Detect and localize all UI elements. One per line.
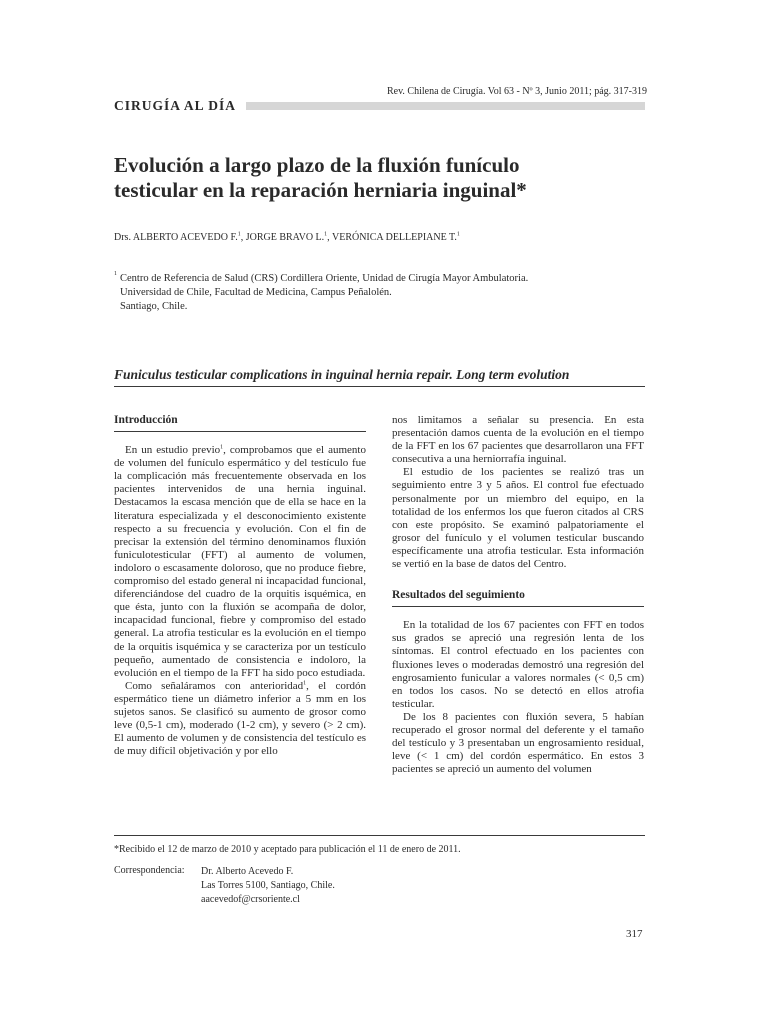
correspondence-email: aacevedof@crsoriente.cl (201, 894, 300, 905)
article-title-line: Evolución a largo plazo de la fluxión funículo (114, 153, 520, 177)
section-label: CIRUGÍA AL DÍA (114, 98, 237, 113)
citation-mark: 1 (303, 680, 307, 687)
citation-mark: 1 (220, 444, 224, 451)
footnote-divider (114, 835, 645, 836)
correspondence-line: Las Torres 5100, Santiago, Chile. (201, 880, 335, 891)
body-paragraph (114, 680, 366, 759)
paragraph-text: Como señaláramos con anterioridad (125, 679, 304, 692)
journal-reference: Rev. Chilena de Cirugía. Vol 63 - Nº 3, Junio 2011; pág. 317-319 (386, 86, 647, 97)
paragraph-text: En un estudio previo (125, 444, 221, 457)
correspondence-address (201, 865, 335, 907)
body-paragraph: nos limitamos a señalar su presencia. En esta presentación damos cuenta de la evolución en el tiempo de la FFT en los 67 pacientes que desarrollaron una FFT consecutiva a una herniorrafía inguinal. (392, 414, 644, 466)
body-paragraph (114, 444, 366, 680)
article-title (114, 153, 654, 203)
affiliation-line: Centro de Referencia de Salud (CRS) Cordillera Oriente, Unidad de Cirugía Mayor Ambulatoria. (120, 273, 529, 284)
body-paragraph: El estudio de los pacientes se realizó tras un seguimiento entre 3 y 5 años. El control fue efectuado personalmente por un miembro del equipo, en la totalidad de los enfermos los que fueron citados al CRS con este propósito. Se examinó palpatoriamente el grosor del funículo y el volumen testicular buscando específicamente una atrofia testicular. Esta información se vertió en la base de datos del Centro. (392, 466, 644, 571)
received-note: *Recibido el 12 de marzo de 2010 y aceptado para publicación el 11 de enero de 2011. (114, 844, 461, 855)
author-name: VERÓNICA DELLEPIANE T. (331, 232, 457, 243)
author-name: JORGE BRAVO L. (245, 232, 325, 243)
left-column (114, 414, 366, 758)
affiliation-mark: 1 (324, 231, 328, 238)
correspondence-label: Correspondencia: (114, 865, 185, 876)
section-heading-results: Resultados del seguimiento (392, 589, 644, 607)
author-list: Drs. ALBERTO ACEVEDO F.$^1$, JORGE BRAVO L.$^1$, VERÓNICA DELLEPIANE T.$^1$ (114, 231, 460, 243)
body-paragraph: En la totalidad de los 67 pacientes con FFT en todos sus grados se apreció una regresión lenta de los síntomas. El control efectuado en los pacientes con fluxiones leves o moderadas demostró una regresión del engrosamiento funicular a valores normales (< 0,5 cm) en todos los casos. No se detectó en ellos atrofia testicular. (392, 619, 644, 710)
affiliation-block: 1 Centro de Referencia de Salud (CRS) Cordillera Oriente, Unidad de Cirugía Mayor Ambulatoria. Universidad de Chile, Facultad de Medicina, Campus Peñalolén. Santiago, Chile. (114, 271, 529, 312)
affiliation-mark: 1 (237, 231, 241, 238)
body-paragraph: De los 8 pacientes con fluxión severa, 5 habían recuperado el grosor normal del deferente y el tamaño del testículo y 3 presentaban un engrosamiento residual, leve (< 1 cm) del cordón espermático. En estos 3 pacientes se apreció un aumento del volumen (392, 710, 644, 776)
section-heading-introduction: Introducción (114, 414, 366, 432)
article-title-line: testicular en la reparación herniaria inguinal* (114, 178, 527, 202)
paragraph-text: , comprobamos que el aumento de volumen del funículo espermático y del testículo fue la complicación más frecuentemente observada en los pacientes intervenidos de una hernia inguinal. Destacamos la escasa mención que de ella se hace en la literatura especializada y el desconocimiento existente respecto a su frecuencia y evolución. Con el fin de precisar la extensión del término denominamos fluxión funiculotesticular (FFT) al aumento de volumen, indoloro o escasamente doloroso, que no produce fiebre, compromiso del estado general ni incapacidad funcional, diferenciándose del cuadro de la orquitis isquémica, en que ésta, junto con la fluxión se acompaña de dolor, incapacidad funcional, fiebre y compromiso del estado general. La atrofia testicular es la evolución en el tiempo de la orquitis isquémica y se caracteriza por un testículo pequeño, aumentado de consistencia e indoloro, la evolución en el tiempo de la FFT ha sido poco estudiada. (114, 444, 366, 679)
author-name: ALBERTO ACEVEDO F. (132, 232, 238, 243)
affiliation-line: Universidad de Chile, Facultad de Medicina, Campus Peñalolén. (120, 287, 392, 298)
section-header-bar (246, 102, 645, 110)
correspondence-line: Dr. Alberto Acevedo F. (201, 866, 294, 877)
paragraph-text: , el cordón espermático tiene un diámetro inferior a 5 mm en los sujetos sanos. Se clasificó su aumento de grosor como leve (0,5-1 cm), moderado (1-2 cm), y severo (> 2 cm). El aumento de volumen y de consistencia del testículo es de muy difícil objetivación y por ello (114, 679, 366, 758)
affiliation-mark: 1 (456, 231, 460, 238)
authors-prefix: Drs. (114, 232, 133, 243)
english-title: Funiculus testicular complications in inguinal hernia repair. Long term evolution (114, 367, 645, 387)
affiliation-line: Santiago, Chile. (120, 301, 188, 312)
page-number: 317 (626, 928, 643, 940)
right-column (392, 414, 644, 776)
